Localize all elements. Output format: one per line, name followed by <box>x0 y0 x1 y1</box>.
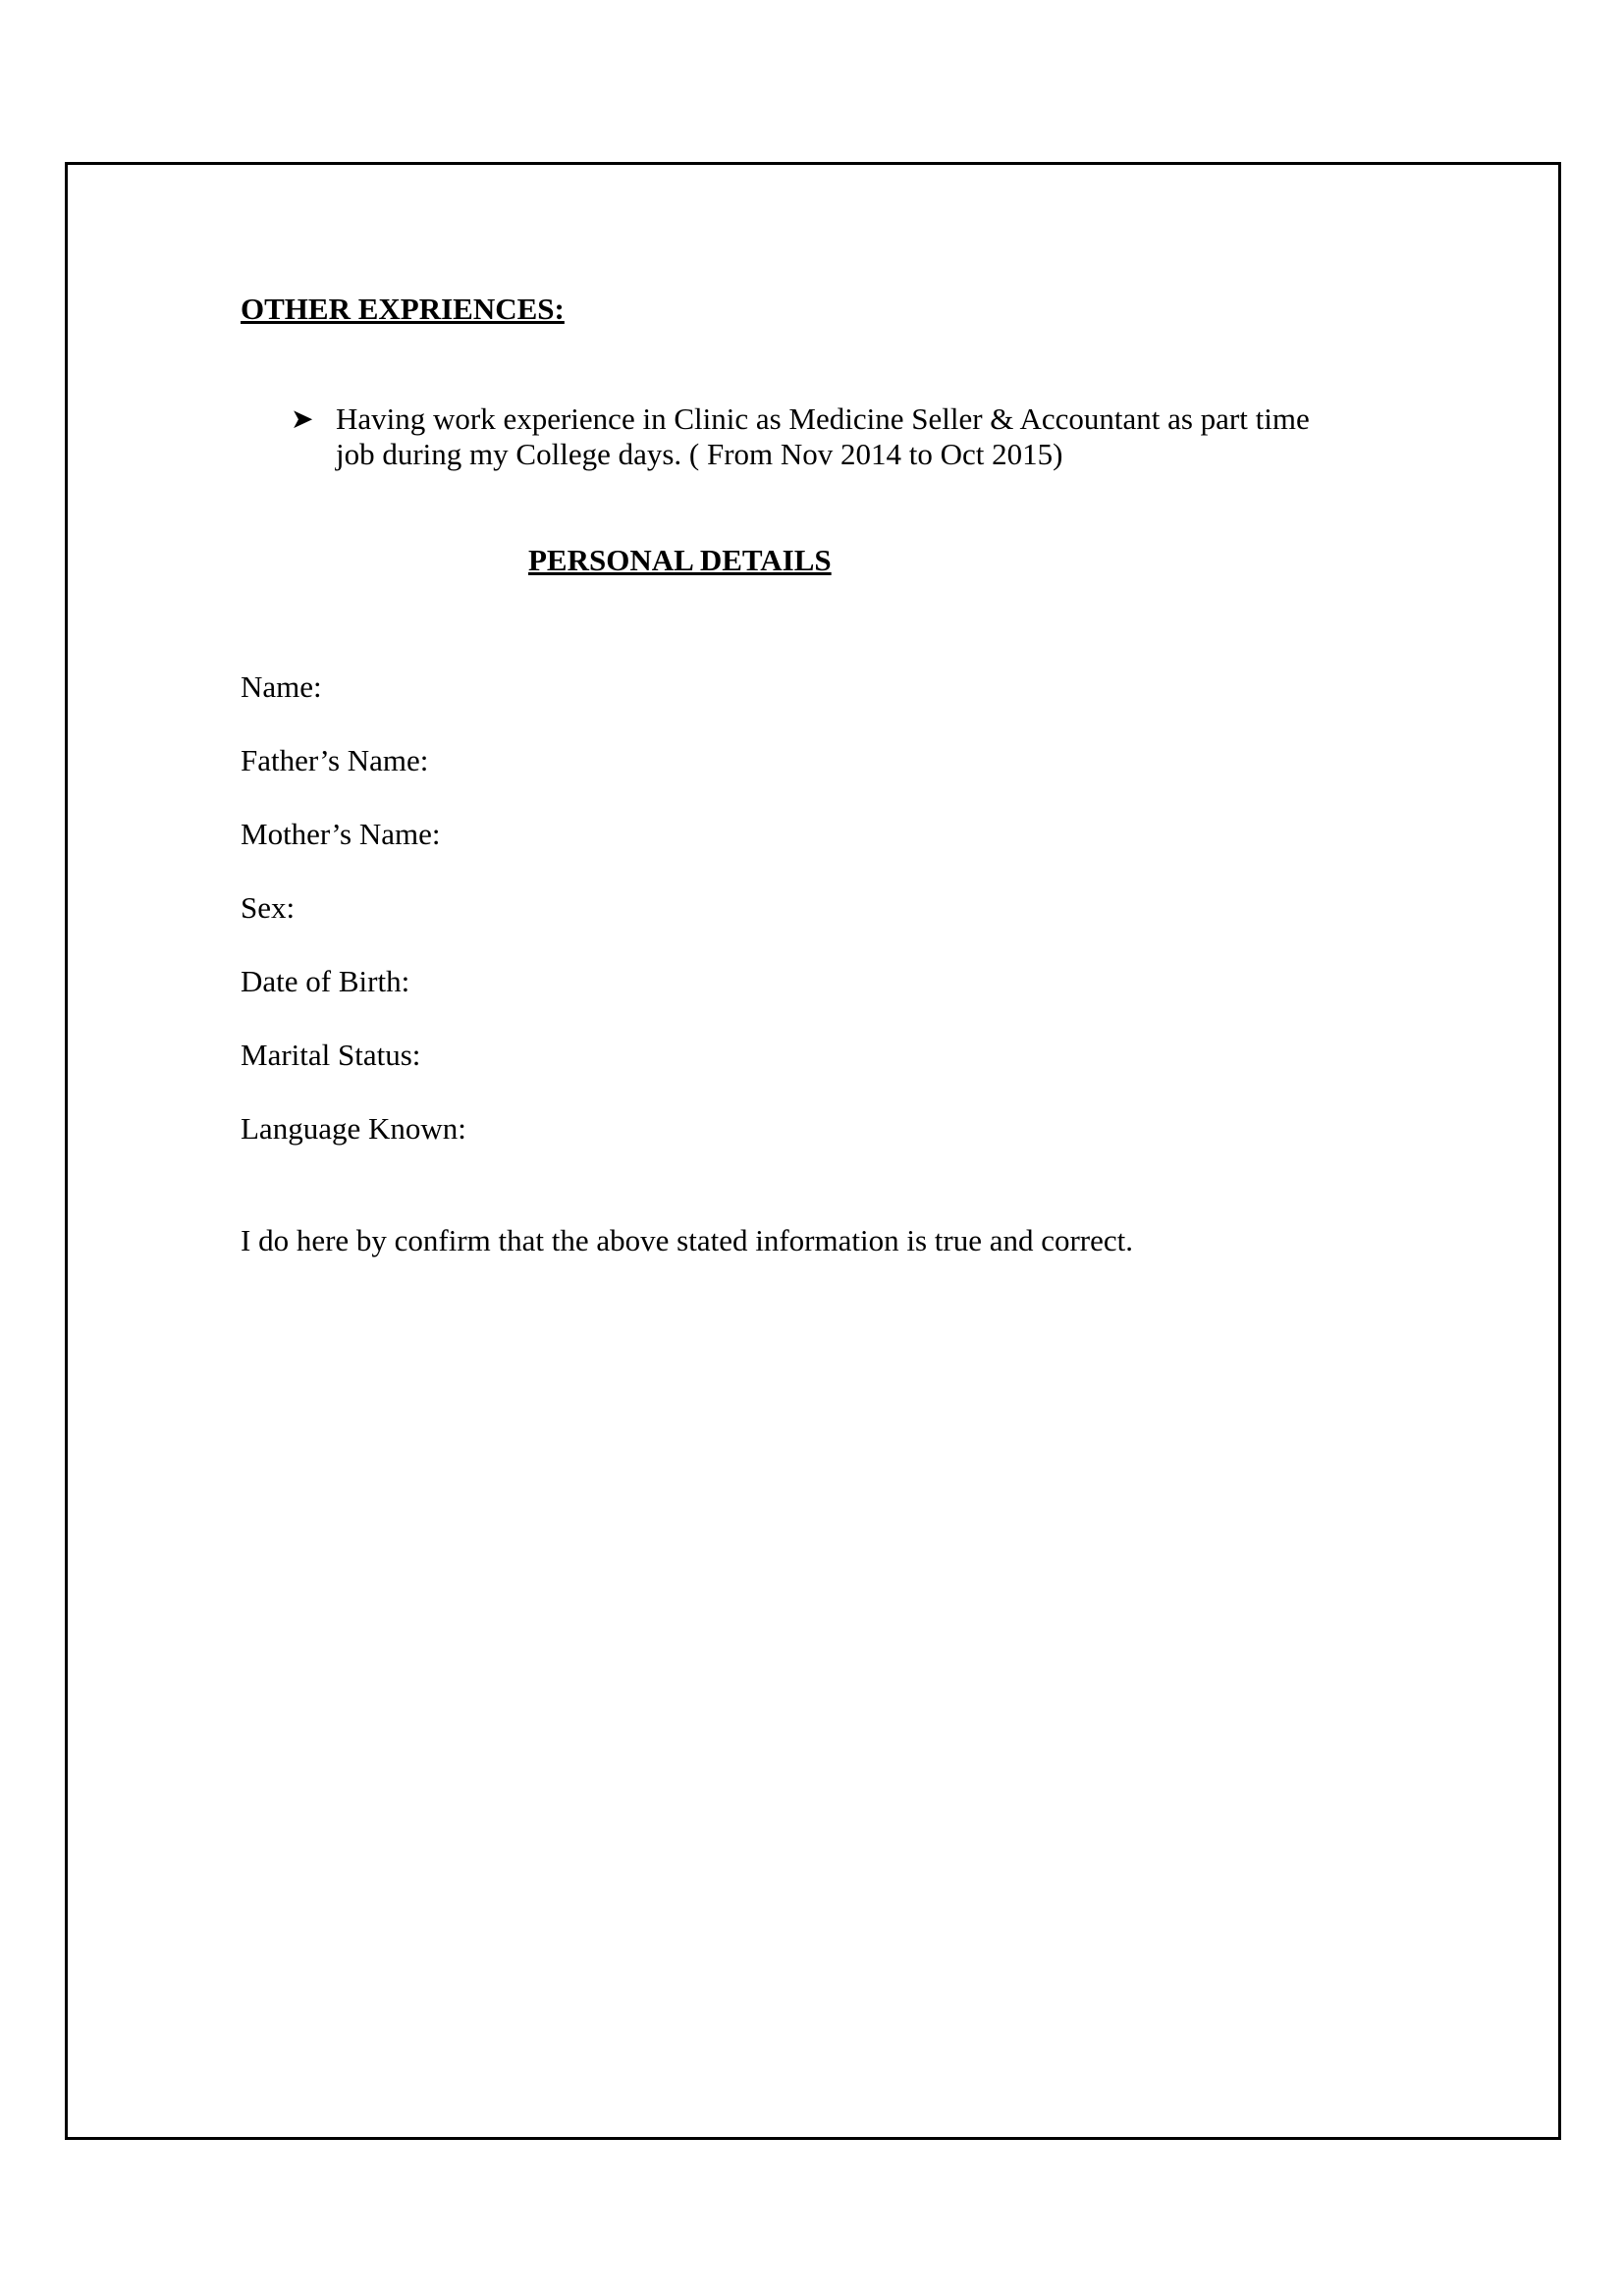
other-experiences-heading: OTHER EXPRIENCES: <box>241 292 565 326</box>
field-marital-status-label: Marital Status: <box>241 1038 421 1072</box>
arrowhead-bullet-icon: ➤ <box>291 402 314 435</box>
field-name-label: Name: <box>241 669 322 704</box>
personal-details-heading: PERSONAL DETAILS <box>528 543 832 577</box>
field-fathers-name-label: Father’s Name: <box>241 743 429 777</box>
field-mothers-name-label: Mother’s Name: <box>241 817 441 851</box>
field-language-known-label: Language Known: <box>241 1111 466 1146</box>
declaration-text: I do here by confirm that the above stated information is true and correct. <box>241 1223 1134 1257</box>
experience-line-2: job during my College days. ( From Nov 2014 to Oct 2015) <box>336 437 1063 471</box>
experience-item <box>336 401 1416 472</box>
field-sex-label: Sex: <box>241 890 296 925</box>
experience-line-1: Having work experience in Clinic as Medicine Seller & Accountant as part time <box>336 401 1310 436</box>
personal-details-list <box>241 668 466 1184</box>
field-date-of-birth-label: Date of Birth: <box>241 964 410 998</box>
